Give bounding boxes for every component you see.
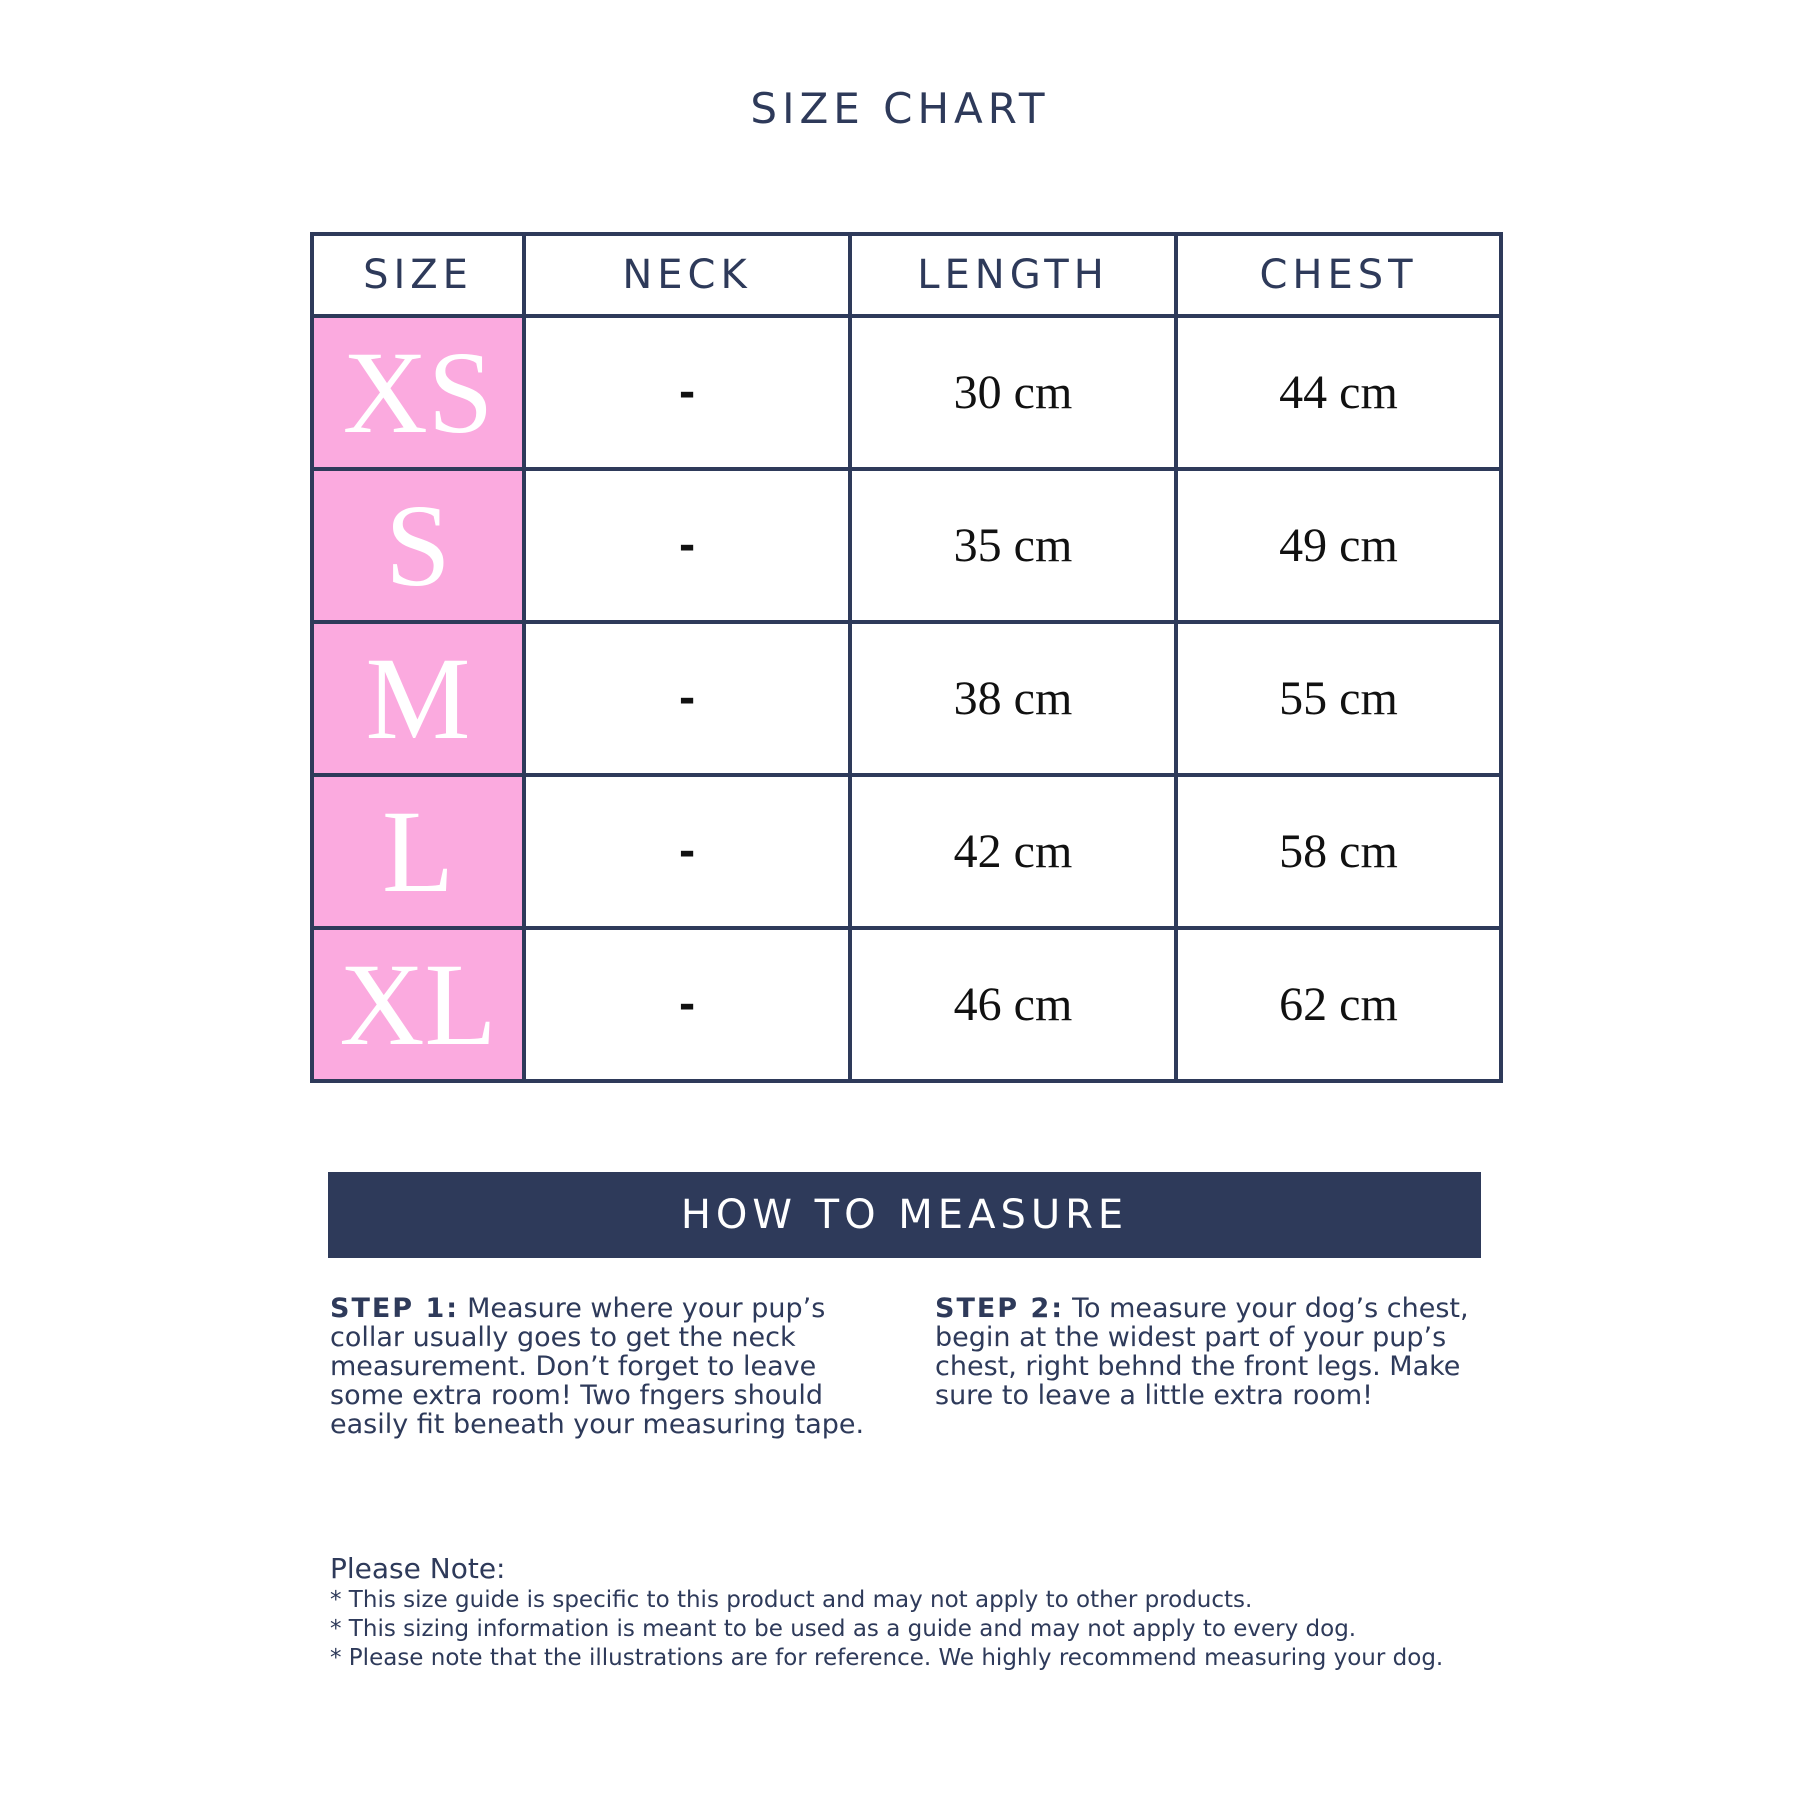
neck-value: - [524, 622, 850, 775]
page-title: SIZE CHART [750, 84, 1050, 133]
header-neck: NECK [524, 234, 850, 316]
please-note-section [330, 1552, 1530, 1673]
length-value: 42 cm [850, 775, 1176, 928]
chest-value: 62 cm [1176, 928, 1501, 1081]
length-value: 30 cm [850, 316, 1176, 469]
chest-value: 58 cm [1176, 775, 1501, 928]
size-label: S [312, 469, 524, 622]
note-item: * This sizing information is meant to be used as a guide and may not apply to every dog. [330, 1616, 1357, 1642]
chest-value: 55 cm [1176, 622, 1501, 775]
size-label: XS [312, 316, 524, 469]
how-to-measure-banner: HOW TO MEASURE [328, 1172, 1481, 1258]
step-1-text: Measure where your pup’s collar usually goes to get the neck measurement. Don’t forget to leave some extra room! Two fngers should easily fit beneath your measuring tape. [330, 1293, 865, 1440]
step-1-label: STEP 1: [330, 1293, 460, 1324]
step-1-block [330, 1294, 890, 1439]
size-label: XL [312, 928, 524, 1081]
size-table [310, 232, 1503, 1083]
step-2-block [935, 1294, 1495, 1410]
neck-value: - [524, 316, 850, 469]
step-2-label: STEP 2: [935, 1293, 1065, 1324]
note-heading: Please Note: [330, 1552, 506, 1585]
header-chest: CHEST [1176, 234, 1501, 316]
chest-value: 49 cm [1176, 469, 1501, 622]
table-row [312, 775, 1501, 928]
header-size: SIZE [312, 234, 524, 316]
length-value: 35 cm [850, 469, 1176, 622]
size-label: M [312, 622, 524, 775]
table-row [312, 316, 1501, 469]
table-row [312, 469, 1501, 622]
table-row [312, 622, 1501, 775]
neck-value: - [524, 928, 850, 1081]
table-header-row [312, 234, 1501, 316]
neck-value: - [524, 775, 850, 928]
note-item: * Please note that the illustrations are for reference. We highly recommend measuring your dog. [330, 1645, 1444, 1671]
table-row [312, 928, 1501, 1081]
header-length: LENGTH [850, 234, 1176, 316]
note-item: * This size guide is specific to this product and may not apply to other products. [330, 1587, 1253, 1613]
chest-value: 44 cm [1176, 316, 1501, 469]
size-label: L [312, 775, 524, 928]
length-value: 38 cm [850, 622, 1176, 775]
length-value: 46 cm [850, 928, 1176, 1081]
neck-value: - [524, 469, 850, 622]
step-2-text: To measure your dog’s chest, begin at the widest part of your pup’s chest, right behnd the front legs. Make sure to leave a little extra room! [935, 1293, 1469, 1411]
